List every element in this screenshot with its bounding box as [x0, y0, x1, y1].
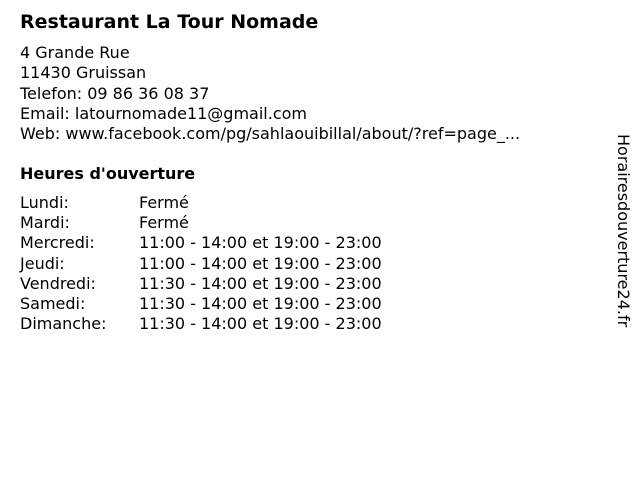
street-address: 4 Grande Rue — [20, 43, 130, 62]
day-hours: 11:00 - 14:00 et 19:00 - 23:00 — [139, 233, 382, 253]
email-line: Email: latournomade11@gmail.com — [20, 103, 307, 123]
hours-heading: Heures d'ouverture — [20, 164, 196, 183]
day-hours: Fermé — [139, 213, 189, 233]
web-line: Web: www.facebook.com/pg/sahlaouibillal/about/?ref=page_... — [20, 124, 521, 144]
day-label: Mercredi: — [20, 233, 95, 253]
day-label: Lundi: — [20, 193, 69, 212]
day-label: Vendredi: — [20, 273, 96, 293]
day-hours: 11:30 - 14:00 et 19:00 - 23:00 — [139, 273, 382, 293]
contact-block — [20, 43, 520, 144]
day-hours: 11:30 - 14:00 et 19:00 - 23:00 — [139, 293, 382, 313]
day-hours: Fermé — [139, 193, 189, 212]
day-hours: 11:30 - 14:00 et 19:00 - 23:00 — [139, 314, 382, 334]
city-line: 11430 Gruissan — [20, 63, 147, 83]
day-label: Mardi: — [20, 213, 70, 233]
day-hours: 11:00 - 14:00 et 19:00 - 23:00 — [139, 253, 382, 273]
day-label: Samedi: — [20, 293, 86, 313]
site-watermark: Horairesdouverture24.fr — [614, 134, 633, 328]
restaurant-name: Restaurant La Tour Nomade — [20, 11, 319, 33]
phone-line: Telefon: 09 86 36 08 37 — [20, 83, 210, 103]
day-label: Jeudi: — [20, 253, 65, 273]
day-label: Dimanche: — [20, 314, 107, 334]
